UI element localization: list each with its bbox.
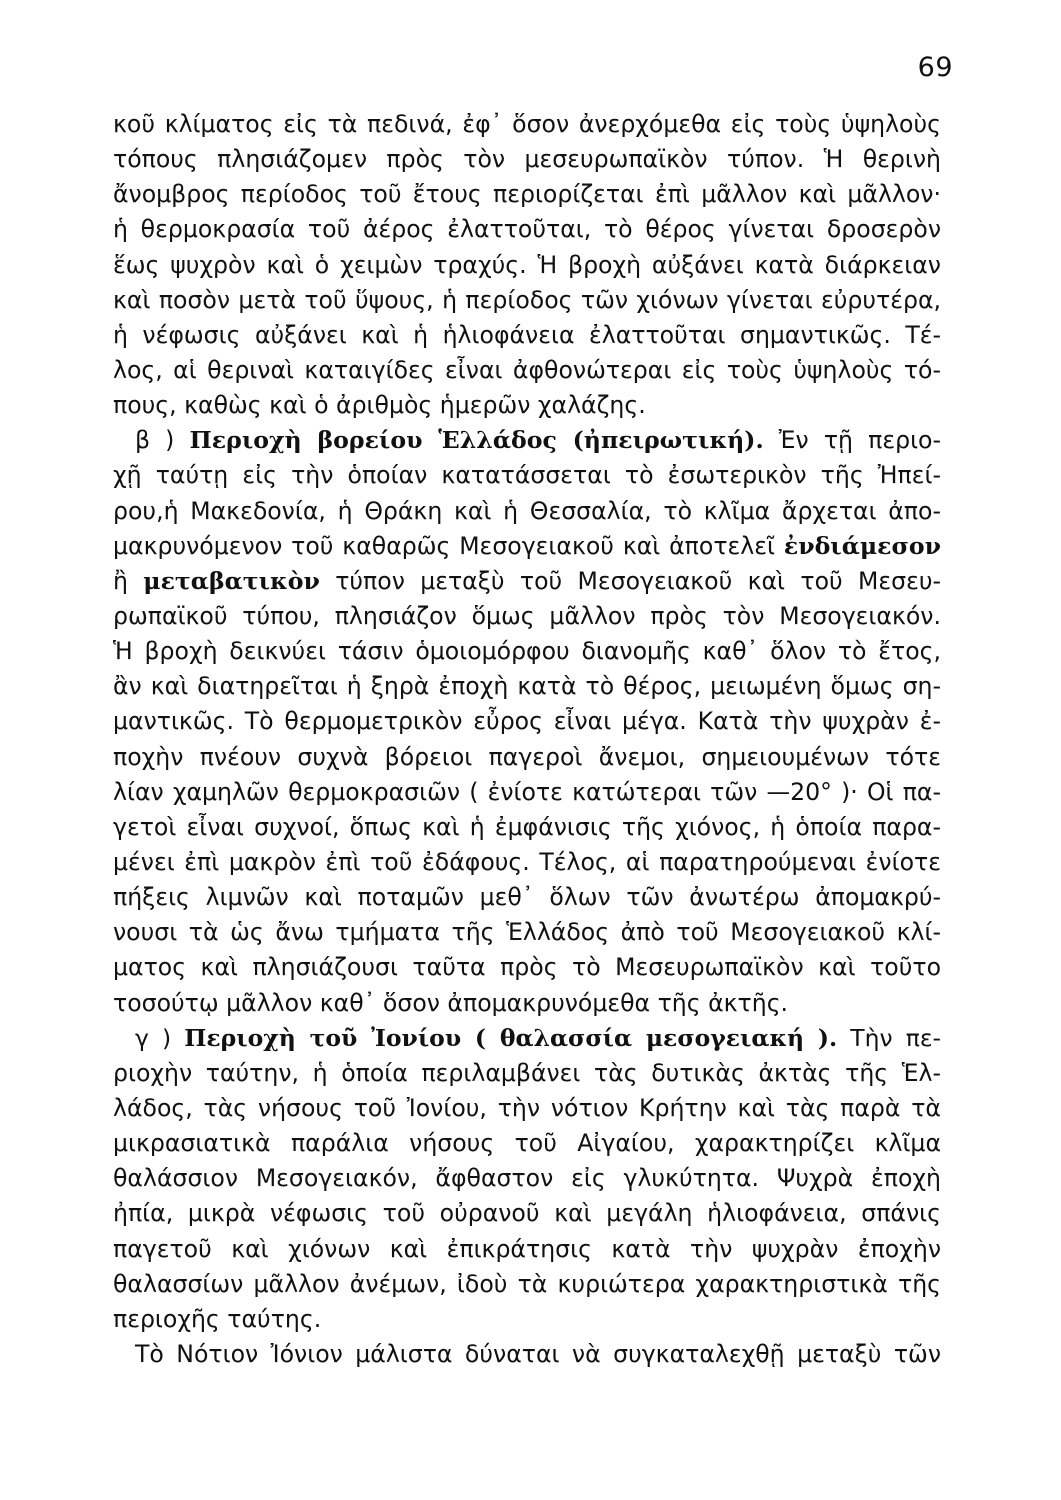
line-text: παγετοῦ καὶ χιόνων καὶ ἐπικράτησις κατὰ τὴν ψυχρὰν ἐποχὴν [113, 1234, 941, 1263]
text-line [113, 458, 941, 493]
line-text: β ) [135, 426, 190, 455]
text-line [113, 775, 941, 810]
text-line [113, 212, 941, 247]
text-line [113, 880, 941, 915]
line-text: μένει ἐπὶ μακρὸν ἐπὶ τοῦ ἐδάφους. Τέλος, αἱ παρατηρούμεναι ἐνίοτε [113, 847, 941, 876]
text-line [113, 810, 941, 845]
text-line [113, 1126, 941, 1161]
text-line [113, 423, 941, 458]
line-text: ρου,ἡ Μακεδονία, ἡ Θράκη καὶ ἡ Θεσσαλία, τὸ κλῖμα ἄρχεται ἀπο- [113, 496, 941, 525]
text-line [113, 1021, 941, 1056]
text-line [113, 353, 941, 388]
text-line [113, 248, 941, 283]
line-text: καὶ ποσὸν μετὰ τοῦ ὕψους, ἡ περίοδος τῶν χιόνων γίνεται εὐρυτέρα, [113, 285, 941, 314]
line-text: ἡ νέφωσις αὐξάνει καὶ ἡ ἡλιοφάνεια ἐλαττοῦται σημαντικῶς. Τέ- [113, 320, 941, 349]
text-line [113, 599, 941, 634]
text-line [113, 142, 941, 177]
line-text: μακρυνόμενον τοῦ καθαρῶς Μεσογειακοῦ καὶ ἀποτελεῖ [113, 531, 784, 560]
line-text: ἕως ψυχρὸν καὶ ὁ χειμὼν τραχύς. Ἡ βροχὴ αὐξάνει κατὰ διάρκειαν [113, 250, 941, 279]
line-text: γετοὶ εἶναι συχνοί, ὅπως καὶ ἡ ἐμφάνισις τῆς χιόνος, ἡ ὁποία παρα- [113, 812, 941, 841]
text-line [113, 529, 941, 564]
line-text: λος, αἱ θεριναὶ καταιγίδες εἶναι ἀφθονώτεραι εἰς τοὺς ὑψηλοὺς τό- [113, 355, 941, 384]
line-text: Τὴν πε- [837, 1023, 941, 1052]
line-text: ριοχὴν ταύτην, ἡ ὁποία περιλαμβάνει τὰς δυτικὰς ἀκτὰς τῆς Ἑλ- [113, 1058, 941, 1087]
text-line [113, 318, 941, 353]
text-line [113, 388, 941, 423]
text-line [113, 950, 941, 985]
text-line [113, 1161, 941, 1196]
text-line [113, 1196, 941, 1231]
line-text: ἠπία, μικρὰ νέφωσις τοῦ οὐρανοῦ καὶ μεγάλη ἡλιοφάνεια, σπάνις [113, 1199, 941, 1228]
text-line [113, 494, 941, 529]
bold-heading-text: Περιοχὴ βορείου Ἑλλάδος (ἠπειρωτική). [189, 426, 764, 455]
line-text: ἄνομβρος περίοδος τοῦ ἔτους περιορίζεται ἐπὶ μᾶλλον καὶ μᾶλλον· [113, 180, 941, 209]
text-line [113, 704, 941, 739]
line-text: μαντικῶς. Τὸ θερμομετρικὸν εὖρος εἶναι μέγα. Κατὰ τὴν ψυχρὰν ἐ- [113, 707, 941, 736]
line-text: ἢ [113, 566, 144, 595]
line-text: τόπους πλησιάζομεν πρὸς τὸν μεσευρωπαϊκὸν τύπον. Ἡ θερινὴ [113, 145, 941, 174]
line-text: νουσι τὰ ὡς ἄνω τμήματα τῆς Ἑλλάδος ἀπὸ τοῦ Μεσογειακοῦ κλί- [113, 918, 941, 947]
text-line [113, 564, 941, 599]
text-line [113, 283, 941, 318]
line-text: πους, καθὼς καὶ ὁ ἀριθμὸς ἡμερῶν χαλάζης. [113, 391, 646, 420]
text-line [113, 1232, 941, 1267]
text-line [113, 740, 941, 775]
body-text [113, 107, 941, 1372]
text-line [113, 1337, 941, 1372]
page-number: 69 [917, 52, 953, 83]
line-text: θαλασσίων μᾶλλον ἀνέμων, ἰδοὺ τὰ κυριώτερα χαρακτηριστικὰ τῆς [113, 1269, 941, 1298]
line-text: λάδος, τὰς νήσους τοῦ Ἰονίου, τὴν νότιον Κρήτην καὶ τὰς παρὰ τὰ [113, 1093, 941, 1122]
text-line [113, 1267, 941, 1302]
line-text: Ἡ βροχὴ δεικνύει τάσιν ὁμοιομόρφου διανομῆς καθ᾽ ὅλον τὸ ἔτος, [113, 637, 941, 666]
bold-heading-text: μεταβατικὸν [143, 566, 320, 595]
text-line [113, 986, 941, 1021]
line-text: τοσούτῳ μᾶλλον καθ᾽ ὅσον ἀπομακρυνόμεθα τῆς ἀκτῆς. [113, 988, 789, 1017]
text-line [113, 634, 941, 669]
line-text: Τὸ Νότιον Ἰόνιον μάλιστα δύναται νὰ συγκαταλεχθῇ μεταξὺ τῶν [135, 1339, 941, 1368]
line-text: ἡ θερμοκρασία τοῦ ἀέρος ἐλαττοῦται, τὸ θέρος γίνεται δροσερὸν [113, 215, 941, 244]
line-text: πήξεις λιμνῶν καὶ ποταμῶν μεθ᾽ ὅλων τῶν ἀνωτέρω ἀπομακρύ- [113, 883, 941, 912]
text-line [113, 107, 941, 142]
line-text: χῇ ταύτῃ εἰς τὴν ὁποίαν κατατάσσεται τὸ ἐσωτερικὸν τῆς Ἠπεί- [113, 461, 941, 490]
bold-heading-text: ἐνδιάμεσον [783, 531, 941, 560]
line-text: περιοχῆς ταύτης. [113, 1304, 322, 1333]
text-line [113, 845, 941, 880]
line-text: λίαν χαμηλῶν θερμοκρασιῶν ( ἐνίοτε κατώτεραι τῶν —20° )· Οἱ πα- [113, 777, 941, 806]
line-text: γ ) [135, 1023, 185, 1052]
line-text: ρωπαϊκοῦ τύπου, πλησιάζον ὅμως μᾶλλον πρὸς τὸν Μεσογειακόν. [113, 601, 941, 630]
line-text: θαλάσσιον Μεσογειακόν, ἄφθαστον εἰς γλυκύτητα. Ψυχρὰ ἐποχὴ [113, 1164, 941, 1193]
line-text: τύπον μεταξὺ τοῦ Μεσογειακοῦ καὶ τοῦ Μεσευ- [319, 566, 941, 595]
line-text: Ἐν τῇ περιο- [763, 426, 941, 455]
text-line [113, 177, 941, 212]
text-line [113, 669, 941, 704]
line-text: μικρασιατικὰ παράλια νήσους τοῦ Αἰγαίου, χαρακτηρίζει κλῖμα [113, 1129, 941, 1158]
text-line [113, 1302, 941, 1337]
text-line [113, 915, 941, 950]
line-text: κοῦ κλίματος εἰς τὰ πεδινά, ἐφ᾽ ὅσον ἀνερχόμεθα εἰς τοὺς ὑψηλοὺς [113, 110, 941, 138]
line-text: ποχὴν πνέουν συχνὰ βόρειοι παγεροὶ ἄνεμοι, σημειουμένων τότε [113, 742, 941, 771]
line-text: ἂν καὶ διατηρεῖται ἡ ξηρὰ ἐποχὴ κατὰ τὸ θέρος, μειωμένη ὅμως ση- [113, 672, 941, 701]
text-line [113, 1056, 941, 1091]
line-text: ματος καὶ πλησιάζουσι ταῦτα πρὸς τὸ Μεσευρωπαϊκὸν καὶ τοῦτο [113, 953, 941, 982]
bold-heading-text: Περιοχὴ τοῦ Ἰονίου ( θαλασσία μεσογειακή ). [184, 1023, 838, 1052]
text-line [113, 1091, 941, 1126]
